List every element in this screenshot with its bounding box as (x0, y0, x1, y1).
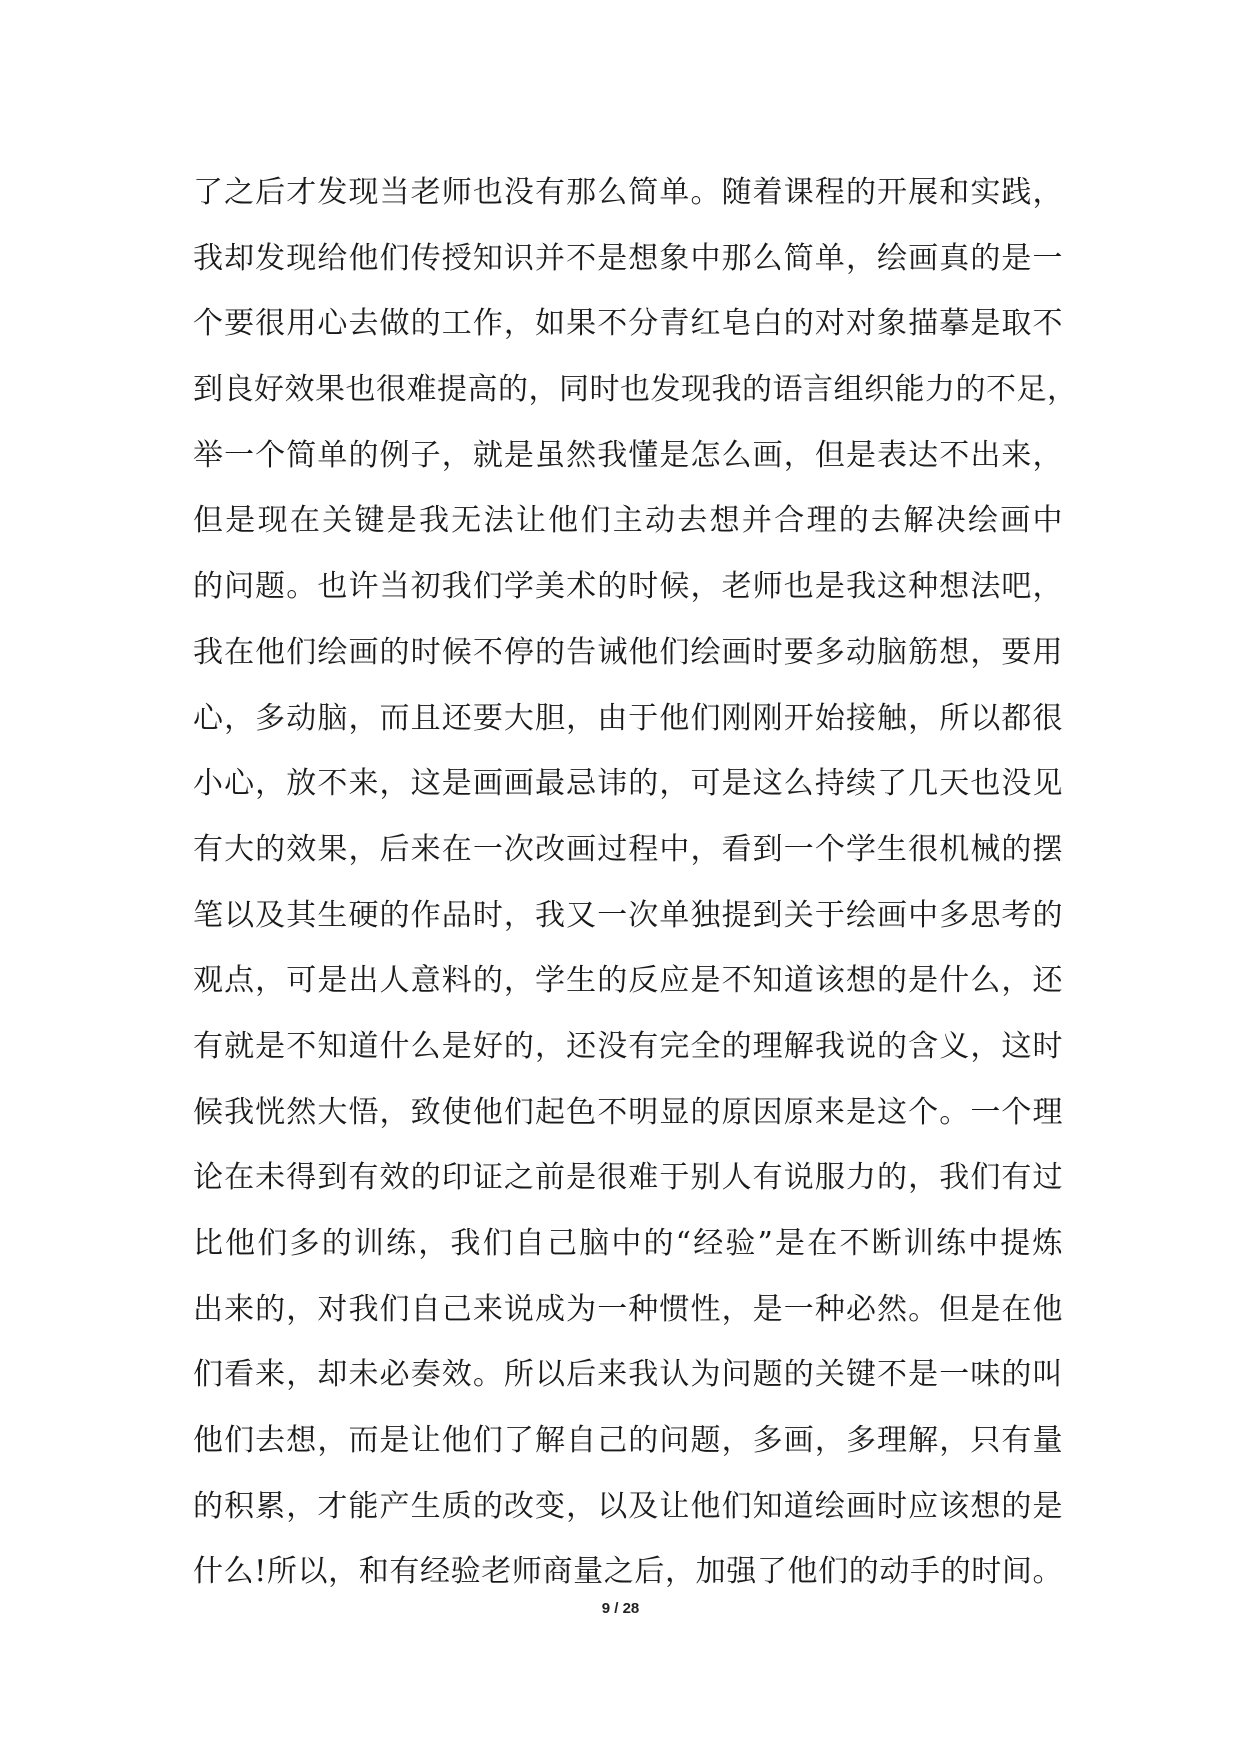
text-line: 比他们多的训练，我们自己脑中的“经验”是在不断训练中提炼 (193, 1226, 1063, 1261)
text-line: 的积累，才能产生质的改变，以及让他们知道绘画时应该想的是 (193, 1488, 1063, 1524)
text-line: 心，多动脑，而且还要大胆，由于他们刚刚开始接触，所以都很 (193, 700, 1063, 736)
text-line: 候我恍然大悟，致使他们起色不明显的原因原来是这个。一个理 (193, 1094, 1063, 1130)
text-line: 有大的效果，后来在一次改画过程中，看到一个学生很机械的摆 (193, 831, 1063, 867)
text-line: 但是现在关键是我无法让他们主动去想并合理的去解决绘画中 (193, 503, 1063, 539)
text-line: 他们去想，而是让他们了解自己的问题，多画，多理解，只有量 (193, 1423, 1063, 1459)
text-line: 举一个简单的例子，就是虽然我懂是怎么画，但是表达不出来， (193, 437, 1063, 473)
body-text (193, 160, 1078, 1605)
text-line: 小心，放不来，这是画画最忌讳的，可是这么持续了几天也没见 (193, 766, 1063, 802)
page-number: 9 / 28 (601, 1600, 640, 1617)
text-line: 观点，可是出人意料的，学生的反应是不知道该想的是什么，还 (193, 963, 1063, 999)
text-line: 我在他们绘画的时候不停的告诫他们绘画时要多动脑筋想，要用 (193, 634, 1063, 670)
text-line: 笔以及其生硬的作品时，我又一次单独提到关于绘画中多思考的 (193, 897, 1063, 933)
text-line: 们看来，却未必奏效。所以后来我认为问题的关键不是一味的叫 (193, 1357, 1063, 1393)
text-line: 的问题。也许当初我们学美术的时候，老师也是我这种想法吧， (193, 569, 1063, 605)
text-line: 有就是不知道什么是好的，还没有完全的理解我说的含义，这时 (193, 1028, 1063, 1064)
text-line: 到良好效果也很难提高的，同时也发现我的语言组织能力的不足， (193, 372, 1078, 408)
text-line: 什么!所以，和有经验老师商量之后，加强了他们的动手的时间。 (193, 1554, 1063, 1590)
text-line: 个要很用心去做的工作，如果不分青红皂白的对对象描摹是取不 (193, 306, 1063, 342)
text-line: 出来的，对我们自己来说成为一种惯性，是一种必然。但是在他 (193, 1291, 1063, 1327)
text-line: 了之后才发现当老师也没有那么简单。随着课程的开展和实践， (193, 175, 1063, 210)
text-line: 论在未得到有效的印证之前是很难于别人有说服力的，我们有过 (193, 1160, 1063, 1196)
text-line: 我却发现给他们传授知识并不是想象中那么简单，绘画真的是一 (193, 240, 1063, 276)
